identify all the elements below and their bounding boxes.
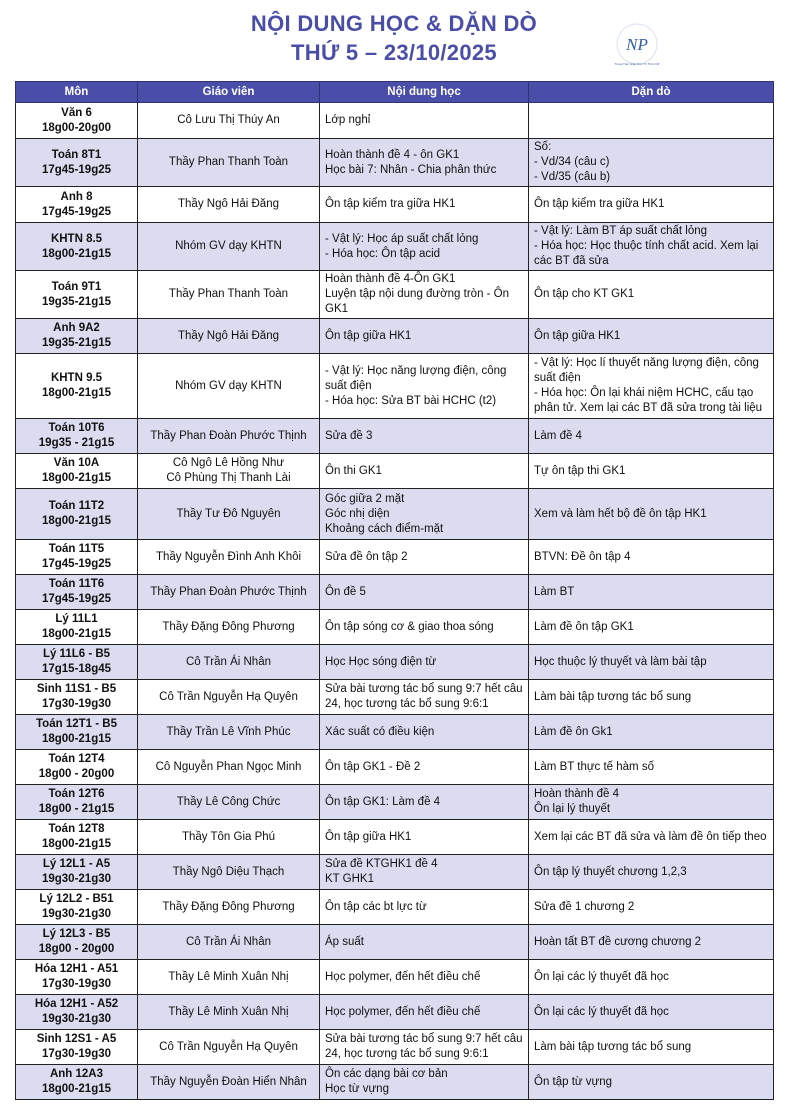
homework-text: Ôn tập giữa HK1 [534,329,621,342]
subject-text: 17g45-19g25 [41,205,112,218]
teacher-cell [138,785,320,820]
teacher-text: Nhóm GV dạy KHTN [175,379,282,392]
content-text: Ôn các dạng bài cơ bản [325,1068,448,1080]
homework-text: - Hóa học: Ôn lại khái niệm HCHC, cấu tạo phân tử. Xem lại các BT đã sửa trong tài liệu [534,387,763,414]
content-cell [320,223,529,271]
teacher-text: Thầy Ngô Hải Đăng [178,329,279,342]
content-cell [320,489,529,540]
homework-cell [529,454,774,489]
subject-text: Anh 8 [60,190,93,203]
teacher-text: Cô Ngô Lê Hồng Như [172,457,285,469]
subject-text: 18g00-21g15 [41,838,112,850]
homework-cell [529,925,774,960]
teacher-text: Thầy Lê Công Chức [176,795,281,808]
homework-text: Tự ôn tập thi GK1 [534,464,626,477]
teacher-cell [138,820,320,855]
content-text: Góc giữa 2 mặt [325,492,405,505]
content-text: Ôn tập GK1: Làm đề 4 [325,795,441,808]
content-cell [320,995,529,1030]
content-text: Ôn tập giữa HK1 [325,830,412,843]
subject-text: Sinh 11S1 - B5 [36,683,117,695]
table-body [16,103,774,1100]
content-text: Ôn đề 5 [325,585,366,598]
homework-text: Xem lại các BT đã sửa và làm đề ôn tiếp theo [534,830,767,843]
content-cell [320,715,529,750]
homework-text: - Vật lý: Làm BT áp suất chất lỏng [534,225,708,237]
subject-text: Văn 6 [61,106,92,119]
page-date: THỨ 5 – 23/10/2025 [291,40,497,65]
teacher-cell [138,855,320,890]
teacher-text: Thầy Lê Minh Xuân Nhị [168,1005,289,1018]
table-row [16,540,774,575]
column-header-teacher: Giáo viên [138,82,320,103]
homework-cell [529,750,774,785]
table-row [16,645,774,680]
teacher-text: Cô Trần Ái Nhân [185,935,271,948]
content-text: Khoảng cách điểm-mặt [325,522,444,535]
content-cell [320,103,529,139]
homework-cell [529,1065,774,1100]
subject-cell [16,925,138,960]
table-row [16,820,774,855]
subject-text: Hóa 12H1 - A51 [34,963,119,975]
teacher-text: Thầy Phan Đoàn Phước Thịnh [150,429,307,442]
content-text: KT GHK1 [325,873,374,885]
subject-text: KHTN 9.5 [50,372,103,384]
subject-text: Văn 10A [53,457,100,469]
column-header-subject: Môn [16,82,138,103]
subject-cell [16,223,138,271]
content-cell [320,785,529,820]
table-row [16,1030,774,1065]
teacher-text: Thầy Tôn Gia Phú [181,830,276,843]
homework-text: Làm BT thực tế hàm số [534,760,654,773]
content-text: Học bài 7: Nhân - Chia phân thức [325,163,497,176]
homework-cell [529,575,774,610]
table-row [16,139,774,187]
homework-cell [529,890,774,925]
teacher-cell [138,645,320,680]
subject-cell [16,489,138,540]
teacher-cell [138,354,320,419]
subject-text: Sinh 12S1 - A5 [36,1033,117,1045]
homework-cell [529,319,774,354]
homework-cell [529,785,774,820]
homework-text: Ôn lại các lý thuyết đã học [534,970,669,983]
homework-cell [529,187,774,223]
content-text: Học từ vựng [325,1083,389,1095]
subject-text: Anh 12A3 [49,1068,104,1080]
page-header [0,6,788,80]
subject-text: 17g30-19g30 [41,698,112,710]
table-row [16,223,774,271]
subject-text: 18g00-21g15 [41,515,112,527]
teacher-cell [138,419,320,454]
teacher-text: Thầy Trần Lê Vĩnh Phúc [166,725,291,738]
subject-cell [16,454,138,489]
logo-caption: Trung Tâm Giáo Dục Trí Thức NP [614,62,660,66]
teacher-text: Thầy Nguyễn Đình Anh Khôi [155,550,302,563]
teacher-cell [138,187,320,223]
content-text: Luyện tập nội dung đường tròn - Ôn GK1 [325,288,510,315]
table-row [16,419,774,454]
teacher-cell [138,319,320,354]
teacher-text: Cô Trần Nguyễn Hạ Quyên [159,1040,298,1053]
subject-text: 17g15-18g45 [41,663,112,675]
homework-text: Ôn tập cho KT GK1 [534,288,635,300]
content-text: Sửa đề 3 [325,429,373,442]
teacher-text: Thầy Phan Đoàn Phước Thịnh [150,585,307,598]
table-row [16,610,774,645]
content-cell [320,925,529,960]
content-text: Sửa đề ôn tập 2 [325,550,408,563]
table-row [16,750,774,785]
subject-text: 17g45-19g25 [41,558,112,570]
content-text: Sửa bài tương tác bổ sung 9:7 hết câu 24, học tương tác bổ sung 9:6:1 [325,1033,523,1060]
subject-text: 19g35 - 21g15 [38,437,115,449]
table-row [16,995,774,1030]
teacher-text: Thầy Đặng Đông Phương [162,900,295,913]
subject-text: 18g00 - 20g00 [38,943,115,955]
subject-text: 19g30-21g30 [41,908,112,920]
teacher-cell [138,925,320,960]
table-row [16,890,774,925]
subject-text: Anh 9A2 [53,322,100,334]
teacher-text: Thầy Ngô Diệu Thạch [172,865,285,878]
homework-text: Hoàn thành đề 4 [534,788,620,800]
teacher-cell [138,223,320,271]
teacher-text: Cô Lưu Thị Thúy An [177,114,280,126]
subject-cell [16,1065,138,1100]
page-title: NỘI DUNG HỌC & DẶN DÒ [250,11,538,36]
content-text: - Vật lý: Học áp suất chất lỏng [325,232,479,245]
subject-text: 18g00 - 20g00 [38,768,115,780]
subject-text: 17g45-19g25 [41,593,112,605]
teacher-text: Cô Trần Nguyễn Hạ Quyên [159,690,298,703]
content-text: Sửa bài tương tác bổ sung 9:7 hết câu 24, học tương tác bổ sung 9:6:1 [325,683,523,710]
table-row [16,855,774,890]
content-text: Áp suất [325,935,364,948]
teacher-text: Cô Nguyễn Phan Ngọc Minh [155,760,302,773]
subject-cell [16,820,138,855]
subject-text: Toán 10T6 [48,422,105,434]
teacher-cell [138,1065,320,1100]
teacher-text: Thầy Đặng Đông Phương [162,620,295,633]
content-cell [320,319,529,354]
homework-cell [529,540,774,575]
center-logo [615,22,659,66]
content-text: Sửa đề KTGHK1 đề 4 [325,858,438,870]
subject-text: 19g30-21g30 [41,873,112,885]
content-text: Học Học sóng điện từ [325,655,437,668]
homework-text: Làm BT [534,585,575,598]
homework-cell [529,715,774,750]
subject-text: 17g30-19g30 [41,1048,112,1060]
content-cell [320,750,529,785]
homework-text: - Vật lý: Học lí thuyết năng lượng điện, công suất điện [534,357,759,384]
subject-cell [16,354,138,419]
subject-text: 19g30-21g30 [41,1013,112,1025]
teacher-text: Thầy Tư Đô Nguyên [176,507,281,520]
content-text: Xác suất có điều kiện [325,725,435,738]
teacher-cell [138,960,320,995]
teacher-cell [138,489,320,540]
content-cell [320,454,529,489]
subject-cell [16,715,138,750]
homework-text: Làm bài tập tương tác bổ sung [534,1040,692,1053]
subject-text: Toán 11T6 [48,578,105,590]
content-text: Hoàn thành đề 4 - ôn GK1 [325,148,460,161]
homework-cell [529,271,774,319]
teacher-cell [138,890,320,925]
homework-text: Ôn tập lý thuyết chương 1,2,3 [534,865,687,878]
content-text: Ôn thi GK1 [325,464,382,477]
table-row [16,960,774,995]
homework-cell [529,680,774,715]
subject-text: KHTN 8.5 [50,232,103,245]
homework-cell [529,354,774,419]
subject-text: Toán 9T1 [51,280,102,293]
teacher-cell [138,271,320,319]
homework-cell [529,139,774,187]
subject-text: Toán 8T1 [51,148,102,161]
homework-cell [529,645,774,680]
homework-text: Sửa đề 1 chương 2 [534,900,635,913]
subject-cell [16,995,138,1030]
column-header-content: Nội dung học [320,82,529,103]
homework-text: Làm đề 4 [534,429,582,442]
content-text: Học polymer, đến hết điều chế [325,1005,481,1018]
homework-text: - Vd/35 (câu b) [534,171,611,183]
content-text: Ôn tập các bt lực từ [325,900,427,913]
teacher-text: Thầy Lê Minh Xuân Nhị [168,970,289,983]
content-cell [320,855,529,890]
content-cell [320,645,529,680]
subject-text: Toán 12T4 [48,753,105,765]
content-cell [320,1065,529,1100]
subject-text: Lý 11L1 [55,613,98,625]
subject-text: 18g00-20g00 [41,121,112,134]
subject-text: 18g00-21g15 [41,247,112,260]
table-row [16,1065,774,1100]
homework-text: Học thuộc lý thuyết và làm bài tập [534,655,707,668]
teacher-text: Nhóm GV dạy KHTN [175,240,282,252]
homework-text: Ôn tập kiểm tra giữa HK1 [534,198,665,210]
subject-cell [16,750,138,785]
subject-cell [16,890,138,925]
teacher-cell [138,575,320,610]
homework-cell [529,960,774,995]
homework-text: Số: [534,141,552,153]
homework-cell [529,995,774,1030]
content-text: Ôn tập GK1 - Đề 2 [325,760,421,773]
teacher-cell [138,103,320,139]
teacher-text: Thầy Phan Thanh Toàn [168,288,289,300]
homework-text: - Hóa học: Học thuộc tính chất acid. Xem lại các BT đã sửa [534,240,759,267]
table-header-row [16,82,774,103]
content-text: - Vật lý: Học năng lượng điện, công suất điện [325,364,507,392]
subject-cell [16,103,138,139]
homework-text: Hoàn tất BT đề cương chương 2 [534,935,702,948]
teacher-text: Thầy Nguyễn Đoàn Hiển Nhân [150,1075,307,1088]
subject-text: Toán 11T2 [48,500,105,512]
homework-text: Xem và làm hết bộ đề ôn tập HK1 [534,507,707,520]
content-cell [320,139,529,187]
subject-cell [16,680,138,715]
content-cell [320,575,529,610]
subject-text: Toán 12T1 - B5 [36,718,117,730]
homework-text: Làm bài tập tương tác bổ sung [534,690,692,703]
subject-text: Hóa 12H1 - A52 [34,998,119,1010]
subject-cell [16,610,138,645]
teacher-text: Thầy Phan Thanh Toàn [168,156,289,168]
content-cell [320,540,529,575]
subject-text: Lý 12L3 - B5 [42,928,111,940]
content-cell [320,271,529,319]
teacher-cell [138,610,320,645]
homework-text: - Vd/34 (câu c) [534,156,610,168]
teacher-cell [138,1030,320,1065]
content-text: - Hóa học: Ôn tập acid [325,247,441,260]
subject-cell [16,540,138,575]
subject-cell [16,139,138,187]
table-row [16,271,774,319]
content-cell [320,610,529,645]
subject-text: 17g45-19g25 [41,163,112,176]
svg-text:NP: NP [626,35,648,54]
homework-text: Ôn lại các lý thuyết đã học [534,1005,669,1018]
content-text: Hoàn thành đề 4-Ôn GK1 [325,273,456,285]
subject-cell [16,855,138,890]
subject-text: Lý 12L1 - A5 [42,858,111,870]
teacher-cell [138,995,320,1030]
subject-cell [16,271,138,319]
table-row [16,489,774,540]
content-cell [320,187,529,223]
homework-cell [529,820,774,855]
subject-text: Lý 11L6 - B5 [42,648,111,660]
homework-text: Làm đề ôn Gk1 [534,725,613,738]
content-text: Học polymer, đến hết điều chế [325,970,481,983]
subject-cell [16,575,138,610]
subject-text: 18g00-21g15 [41,1083,112,1095]
subject-cell [16,960,138,995]
subject-cell [16,1030,138,1065]
content-cell [320,680,529,715]
homework-cell [529,610,774,645]
teacher-cell [138,540,320,575]
content-text: Ôn tập kiểm tra giữa HK1 [325,198,456,210]
subject-text: Lý 12L2 - B51 [39,893,114,905]
table-row [16,680,774,715]
table-row [16,785,774,820]
homework-cell [529,103,774,139]
content-text: Ôn tập sóng cơ & giao thoa sóng [325,620,494,633]
content-text: - Hóa học: Sửa BT bài HCHC (t2) [325,394,497,407]
teacher-cell [138,139,320,187]
homework-cell [529,1030,774,1065]
teacher-cell [138,680,320,715]
homework-text: Ôn tập từ vựng [534,1075,613,1088]
subject-text: Toán 12T6 [48,788,105,800]
subject-cell [16,419,138,454]
subject-cell [16,785,138,820]
teacher-text: Cô Trần Ái Nhân [185,655,271,668]
homework-text: BTVN: Đề ôn tập 4 [534,550,631,563]
content-text: Lớp nghỉ [325,114,371,126]
content-cell [320,1030,529,1065]
subject-text: 19g35-21g15 [41,295,112,308]
subject-text: 18g00 - 21g15 [38,803,115,815]
content-cell [320,419,529,454]
schedule-table [15,81,774,1100]
table-row [16,354,774,419]
teacher-text: Cô Phùng Thị Thanh Lài [166,472,291,484]
homework-text: Ôn lại lý thuyết [534,803,611,815]
subject-text: 18g00-21g15 [41,628,112,640]
table-row [16,925,774,960]
subject-text: 17g30-19g30 [41,978,112,990]
content-cell [320,960,529,995]
column-header-homework: Dặn dò [529,82,774,103]
homework-cell [529,419,774,454]
subject-cell [16,645,138,680]
table-row [16,715,774,750]
teacher-cell [138,454,320,489]
subject-text: 19g35-21g15 [41,337,112,349]
homework-text: Làm đề ôn tập GK1 [534,620,634,633]
subject-text: 18g00-21g15 [41,387,112,399]
teacher-cell [138,750,320,785]
table-row [16,187,774,223]
content-cell [320,890,529,925]
table-row [16,575,774,610]
subject-text: Toán 12T8 [48,823,105,835]
subject-text: 18g00-21g15 [41,733,112,745]
subject-text: 18g00-21g15 [41,472,112,484]
homework-cell [529,223,774,271]
teacher-text: Thầy Ngô Hải Đăng [178,198,279,210]
subject-cell [16,187,138,223]
homework-cell [529,855,774,890]
table-row [16,319,774,354]
subject-cell [16,319,138,354]
content-text: Ôn tập giữa HK1 [325,329,412,342]
content-cell [320,820,529,855]
content-cell [320,354,529,419]
homework-cell [529,489,774,540]
table-row [16,103,774,139]
table-row [16,454,774,489]
content-text: Góc nhị diện [325,507,390,520]
teacher-cell [138,715,320,750]
subject-text: Toán 11T5 [48,543,105,555]
